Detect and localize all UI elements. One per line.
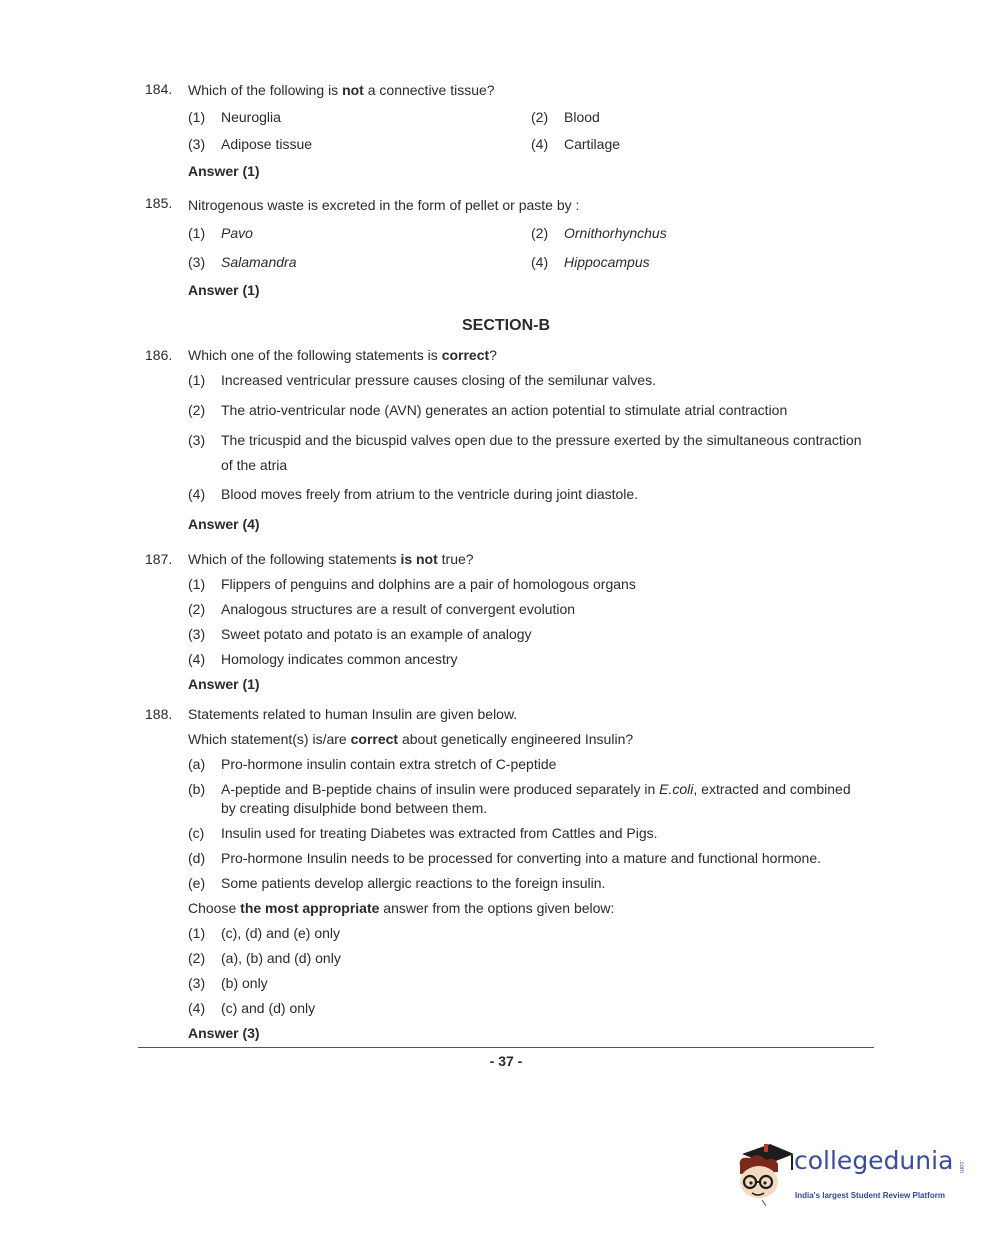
statement-text: A-peptide and B-peptide chains of insulin were produced separately in E.coli, extracted and combined xyxy=(221,781,851,797)
statement-text: Pro-hormone Insulin needs to be processed for converting into a mature and functional hormone. xyxy=(221,850,822,866)
option-text: (b) only xyxy=(221,975,268,991)
option-text: The atrio-ventricular node (AVN) generates an action potential to stimulate atrial contraction xyxy=(221,402,788,418)
option-number: (2) xyxy=(531,109,549,125)
option-number: (1) xyxy=(188,576,206,592)
option-number: (3) xyxy=(188,136,206,152)
option-text: (c) and (d) only xyxy=(221,1000,316,1016)
answer: Answer (4) xyxy=(188,516,260,532)
option-text-continued: of the atria xyxy=(221,457,288,473)
option-number: (4) xyxy=(531,136,549,152)
option-number: (2) xyxy=(188,950,206,966)
answer: Answer (1) xyxy=(188,163,260,179)
option-number: (3) xyxy=(188,975,206,991)
option-text: Salamandra xyxy=(221,254,297,270)
option-text: (c), (d) and (e) only xyxy=(221,925,341,941)
statement-label: (c) xyxy=(188,825,205,841)
option-text: Neuroglia xyxy=(221,109,281,125)
option-number: (1) xyxy=(188,225,206,241)
answer: Answer (1) xyxy=(188,282,260,298)
statement-text: Some patients develop allergic reactions to the foreign insulin. xyxy=(221,875,606,891)
option-text: Increased ventricular pressure causes closing of the semilunar valves. xyxy=(221,372,656,388)
statement-label: (e) xyxy=(188,875,206,891)
question-text: Which of the following statements is not true? xyxy=(188,551,474,567)
option-number: (2) xyxy=(188,402,206,418)
option-text: (a), (b) and (d) only xyxy=(221,950,341,966)
question-text: Which one of the following statements is correct? xyxy=(188,347,497,363)
statement-label: (b) xyxy=(188,781,206,797)
question-number: 184. xyxy=(145,81,173,97)
option-number: (3) xyxy=(188,254,206,270)
question-text: Which of the following is not a connective tissue? xyxy=(188,82,495,98)
option-number: (4) xyxy=(188,1000,206,1016)
option-text: The tricuspid and the bicuspid valves open due to the pressure exerted by the simultaneous contraction xyxy=(221,432,862,448)
option-text: Cartilage xyxy=(564,136,621,152)
question-instruction: Choose the most appropriate answer from the options given below: xyxy=(188,900,615,916)
statement-label: (d) xyxy=(188,850,206,866)
page-number: - 37 - xyxy=(489,1053,523,1069)
option-number: (4) xyxy=(531,254,549,270)
option-number: (4) xyxy=(188,651,206,667)
logo-tagline: India's largest Student Review Platform xyxy=(795,1191,945,1200)
question-number: 187. xyxy=(145,551,173,567)
option-number: (3) xyxy=(188,432,206,448)
option-text: Ornithorhynchus xyxy=(564,225,667,241)
option-number: (3) xyxy=(188,626,206,642)
collegedunia-logo xyxy=(734,1138,964,1208)
question-text: Which statement(s) is/are correct about genetically engineered Insulin? xyxy=(188,731,634,747)
footer-divider xyxy=(138,1047,874,1048)
option-number: (1) xyxy=(188,109,206,125)
statement-label: (a) xyxy=(188,756,206,772)
question-number: 188. xyxy=(145,706,173,722)
answer: Answer (1) xyxy=(188,676,260,692)
statement-text: Insulin used for treating Diabetes was extracted from Cattles and Pigs. xyxy=(221,825,658,841)
statement-text: Pro-hormone insulin contain extra stretch of C-peptide xyxy=(221,756,557,772)
option-number: (2) xyxy=(531,225,549,241)
option-text: Pavo xyxy=(221,225,253,241)
option-text: Adipose tissue xyxy=(221,136,313,152)
option-text: Blood xyxy=(564,109,600,125)
question-number: 185. xyxy=(145,195,173,211)
option-text: Hippocampus xyxy=(564,254,650,270)
option-text: Blood moves freely from atrium to the ventricle during joint diastole. xyxy=(221,486,639,502)
answer: Answer (3) xyxy=(188,1025,260,1041)
question-text: Nitrogenous waste is excreted in the form of pellet or paste by : xyxy=(188,197,580,213)
option-text: Analogous structures are a result of convergent evolution xyxy=(221,601,576,617)
mascot-icon xyxy=(734,1138,796,1208)
option-number: (4) xyxy=(188,486,206,502)
option-number: (1) xyxy=(188,925,206,941)
logo-dotcom: .com xyxy=(958,1160,964,1174)
option-text: Flippers of penguins and dolphins are a pair of homologous organs xyxy=(221,576,636,592)
option-text: Homology indicates common ancestry xyxy=(221,651,458,667)
option-number: (1) xyxy=(188,372,206,388)
logo-wordmark: collegedunia xyxy=(794,1146,954,1175)
statement-text-continued: by creating disulphide bond between them. xyxy=(221,800,488,816)
section-title: SECTION-B xyxy=(462,317,550,334)
question-text: Statements related to human Insulin are given below. xyxy=(188,706,518,722)
option-number: (2) xyxy=(188,601,206,617)
question-number: 186. xyxy=(145,347,173,363)
option-text: Sweet potato and potato is an example of analogy xyxy=(221,626,532,642)
